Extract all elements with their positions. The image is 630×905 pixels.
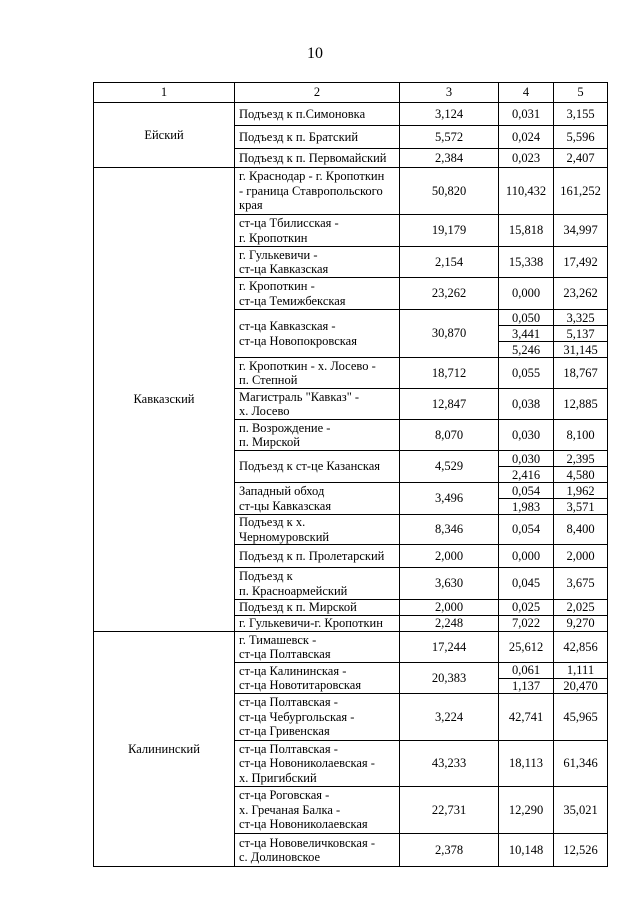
length-cell: 19,179 — [400, 215, 499, 247]
col4-cell-split — [499, 310, 553, 357]
split-value: 5,137 — [554, 326, 607, 342]
length-cell: 2,248 — [400, 616, 499, 632]
road-name-cell: Подъезд к х. Черномуровский — [235, 515, 400, 545]
col4-cell: 0,024 — [499, 126, 554, 149]
road-name-cell: Подъезд к п. Братский — [235, 126, 400, 149]
length-cell: 2,000 — [400, 545, 499, 568]
road-name-cell: г. Кропоткин - ст-ца Темижбекская — [235, 278, 400, 310]
road-name-cell: Подъезд к п. Первомайский — [235, 149, 400, 168]
length-cell: 2,384 — [400, 149, 499, 168]
col5-cell-split — [554, 310, 607, 357]
col5-cell: 18,767 — [554, 358, 608, 389]
col4-cell — [499, 663, 554, 694]
split-value: 1,111 — [566, 663, 595, 678]
col4-cell: 0,055 — [499, 358, 554, 389]
split-row — [554, 310, 607, 326]
length-cell: 3,496 — [400, 483, 499, 515]
col4-cell — [499, 483, 554, 515]
road-name-cell: г. Гулькевичи-г. Кропоткин — [235, 616, 400, 632]
col4-cell: 0,045 — [499, 568, 554, 600]
col4-cell: 110,432 — [499, 168, 554, 215]
length-cell: 5,572 — [400, 126, 499, 149]
road-name-cell: Подъезд к ст-це Казанская — [235, 451, 400, 483]
road-name-cell: г. Кропоткин - х. Лосево - п. Степной — [235, 358, 400, 389]
col4-cell: 0,030 — [499, 420, 554, 451]
col5-cell — [554, 310, 608, 358]
col4-cell-split — [499, 483, 553, 514]
length-cell: 23,262 — [400, 278, 499, 310]
col5-cell: 12,526 — [554, 834, 608, 867]
col4-cell: 7,022 — [499, 616, 554, 632]
roads-table — [93, 82, 608, 867]
split-value: 1,983 — [499, 499, 553, 515]
split-value: 1,137 — [499, 678, 553, 693]
page-number: 10 — [307, 45, 323, 62]
col5-cell: 34,997 — [554, 215, 608, 247]
col4-cell: 10,148 — [499, 834, 554, 867]
col4-cell: 18,113 — [499, 741, 554, 787]
split-value: 1,962 — [566, 483, 595, 498]
col5-cell: 9,270 — [554, 616, 608, 632]
split-row — [499, 483, 553, 499]
col5-cell — [554, 451, 608, 483]
road-name-cell: Подъезд к п. Пролетарский — [235, 545, 400, 568]
col5-cell: 8,100 — [554, 420, 608, 451]
col4-cell-split — [499, 663, 553, 693]
col-header: 2 — [235, 83, 400, 103]
col5-cell: 161,252 — [554, 168, 608, 215]
col5-cell: 35,021 — [554, 787, 608, 834]
length-cell: 22,731 — [400, 787, 499, 834]
region-cell: Калининский — [94, 632, 235, 867]
col4-cell: 0,000 — [499, 278, 554, 310]
split-row — [554, 451, 607, 467]
length-cell: 3,124 — [400, 103, 499, 126]
col5-cell-split — [554, 483, 607, 514]
col5-cell: 2,025 — [554, 600, 608, 616]
split-value: 0,030 — [511, 451, 541, 466]
region-cell: Ейский — [94, 103, 235, 168]
split-row — [499, 499, 553, 515]
col5-cell: 12,885 — [554, 389, 608, 420]
split-row — [554, 499, 607, 515]
road-name-cell: ст-ца Тбилисская - г. Кропоткин — [235, 215, 400, 247]
col-header: 4 — [499, 83, 554, 103]
length-cell: 8,346 — [400, 515, 499, 545]
road-name-cell: Магистраль "Кавказ" - х. Лосево — [235, 389, 400, 420]
road-name-cell: ст-ца Калининская - ст-ца Новотитаровская — [235, 663, 400, 694]
split-row — [499, 310, 553, 326]
length-cell: 8,070 — [400, 420, 499, 451]
region-cell: Кавказский — [94, 168, 235, 632]
col5-cell: 42,856 — [554, 632, 608, 663]
col4-cell: 0,025 — [499, 600, 554, 616]
road-name-cell: Подъезд к п.Симоновка — [235, 103, 400, 126]
col4-cell: 0,054 — [499, 515, 554, 545]
split-value: 31,145 — [554, 342, 607, 358]
col4-cell: 15,818 — [499, 215, 554, 247]
road-name-cell: ст-ца Роговская - х. Гречаная Балка - ст-ца Новониколаевская — [235, 787, 400, 834]
road-name-cell: ст-ца Нововеличковская - с. Долиновское — [235, 834, 400, 867]
col5-cell: 2,407 — [554, 149, 608, 168]
col4-cell: 25,612 — [499, 632, 554, 663]
col4-cell — [499, 451, 554, 483]
split-row — [499, 467, 553, 483]
col-header: 1 — [94, 83, 235, 103]
col-header: 3 — [400, 83, 499, 103]
col4-cell: 0,023 — [499, 149, 554, 168]
road-name-cell: ст-ца Полтавская - ст-ца Новониколаевская - х. Пригибский — [235, 741, 400, 787]
length-cell: 18,712 — [400, 358, 499, 389]
col5-cell: 8,400 — [554, 515, 608, 545]
col5-cell: 3,155 — [554, 103, 608, 126]
col4-cell: 42,741 — [499, 694, 554, 741]
col5-cell-split — [554, 663, 607, 693]
split-row — [554, 326, 607, 342]
table-row — [94, 632, 608, 663]
table-row — [94, 168, 608, 215]
col5-cell — [554, 663, 608, 694]
road-name-cell: Западный обход ст-цы Кавказская — [235, 483, 400, 515]
road-name-cell: г. Тимашевск - ст-ца Полтавская — [235, 632, 400, 663]
road-name-cell: ст-ца Кавказская - ст-ца Новопокровская — [235, 310, 400, 358]
split-value: 2,416 — [499, 467, 553, 483]
col5-cell: 61,346 — [554, 741, 608, 787]
length-cell: 43,233 — [400, 741, 499, 787]
length-cell: 20,383 — [400, 663, 499, 694]
length-cell: 4,529 — [400, 451, 499, 483]
split-row — [554, 678, 607, 693]
split-row — [499, 678, 553, 693]
length-cell: 17,244 — [400, 632, 499, 663]
road-name-cell: г. Гулькевичи - ст-ца Кавказская — [235, 247, 400, 278]
road-name-cell: Подъезд к п. Красноармейский — [235, 568, 400, 600]
length-cell: 2,000 — [400, 600, 499, 616]
split-row — [499, 342, 553, 358]
table-body — [94, 103, 608, 867]
col5-cell: 23,262 — [554, 278, 608, 310]
col5-cell: 5,596 — [554, 126, 608, 149]
col4-cell: 15,338 — [499, 247, 554, 278]
split-value: 3,571 — [554, 499, 607, 515]
length-cell: 3,224 — [400, 694, 499, 741]
length-cell: 3,630 — [400, 568, 499, 600]
split-row — [554, 467, 607, 483]
col-header: 5 — [554, 83, 608, 103]
split-row — [499, 451, 553, 467]
split-row — [499, 663, 553, 678]
col5-cell: 2,000 — [554, 545, 608, 568]
length-cell: 12,847 — [400, 389, 499, 420]
road-name-cell: ст-ца Полтавская - ст-ца Чебургольская - ст-ца Гривенская — [235, 694, 400, 741]
split-value: 0,054 — [511, 483, 541, 498]
length-cell: 2,378 — [400, 834, 499, 867]
split-value: 3,441 — [499, 326, 553, 342]
split-row — [554, 342, 607, 358]
col4-cell: 0,000 — [499, 545, 554, 568]
length-cell: 50,820 — [400, 168, 499, 215]
col4-cell: 12,290 — [499, 787, 554, 834]
table-row — [94, 103, 608, 126]
road-name-cell: г. Краснодар - г. Кропоткин - граница Ставропольского края — [235, 168, 400, 215]
col5-cell: 45,965 — [554, 694, 608, 741]
split-value: 3,325 — [566, 310, 595, 325]
length-cell: 2,154 — [400, 247, 499, 278]
split-value: 5,246 — [499, 342, 553, 358]
split-value: 0,061 — [511, 663, 541, 678]
col5-cell — [554, 483, 608, 515]
split-value: 4,580 — [554, 467, 607, 483]
split-value: 0,050 — [511, 310, 541, 325]
length-cell: 30,870 — [400, 310, 499, 358]
road-name-cell: Подъезд к п. Мирской — [235, 600, 400, 616]
split-row — [554, 663, 607, 678]
col4-cell: 0,038 — [499, 389, 554, 420]
header-row — [94, 83, 608, 103]
col5-cell-split — [554, 451, 607, 482]
split-row — [554, 483, 607, 499]
split-row — [499, 326, 553, 342]
road-name-cell: п. Возрождение - п. Мирской — [235, 420, 400, 451]
col4-cell: 0,031 — [499, 103, 554, 126]
col5-cell: 3,675 — [554, 568, 608, 600]
col4-cell-split — [499, 451, 553, 482]
col5-cell: 17,492 — [554, 247, 608, 278]
split-value: 2,395 — [566, 451, 595, 466]
col4-cell — [499, 310, 554, 358]
split-value: 20,470 — [554, 678, 607, 693]
